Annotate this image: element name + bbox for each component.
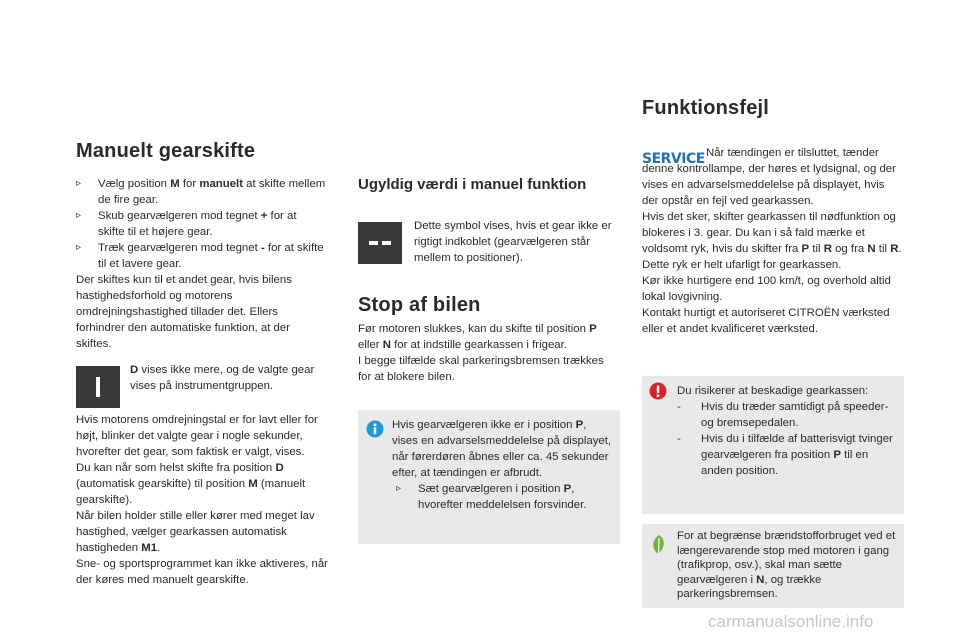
info-content bbox=[392, 417, 614, 513]
text: for bbox=[179, 178, 200, 190]
text: Sæt gearvælgeren i position bbox=[418, 483, 564, 495]
info-icon bbox=[366, 420, 384, 438]
text: Før motoren slukkes, kan du skifte til position bbox=[358, 323, 590, 335]
text: , og trække parkeringsbremsen. bbox=[677, 573, 822, 600]
text: For at begrænse brændstofforbruget ved et længerevarende stop med motoren i gang (trafikprop, osv.), skal man sætte gearvælgeren i bbox=[677, 530, 896, 586]
text: . bbox=[157, 542, 161, 554]
text: . Dette ryk er helt ufarligt for gearkassen. bbox=[642, 243, 902, 271]
text: Vælg position bbox=[98, 178, 171, 190]
paragraph bbox=[358, 321, 620, 353]
paragraph: Kør ikke hurtigere end 100 km/t, og overhold altid lokal lovgivning. bbox=[642, 275, 891, 303]
list-item bbox=[677, 431, 899, 479]
d-note bbox=[130, 362, 326, 394]
bullet-marker: ▹ bbox=[76, 242, 82, 253]
text: (manuelt gearskifte). bbox=[76, 478, 306, 506]
bullet-marker: ▹ bbox=[396, 483, 402, 494]
bullet-marker: ▹ bbox=[76, 178, 82, 189]
info-box bbox=[358, 410, 620, 544]
list-item bbox=[76, 176, 326, 208]
eco-text bbox=[677, 529, 899, 602]
dash-marker: - bbox=[677, 433, 681, 445]
paragraph: Når tændingen er tilsluttet, tænder denne kontrollampe, der høres et lydsignal, og der vises en advarselsmeddelelse på displayet, hvis der opstår en fejl ved gearkassen. bbox=[642, 147, 896, 207]
text: M bbox=[170, 178, 180, 190]
text: for at indstille gearkassen i frigear. bbox=[390, 339, 567, 351]
text: at skifte mellem de fire gear. bbox=[98, 178, 326, 206]
text: N bbox=[867, 243, 876, 255]
text: eller bbox=[358, 339, 383, 351]
text: N bbox=[756, 573, 765, 586]
text: D bbox=[130, 364, 139, 376]
text: D bbox=[275, 462, 284, 474]
paragraph: Du risikerer at beskadige gearkassen: bbox=[677, 385, 869, 397]
text: Træk gearvælgeren mod tegnet bbox=[98, 242, 261, 254]
text: , vises en advarselsmeddelelse på displayet, når førerdøren åbnes eller ca. 45 sekunder efter, at tændingen er afbrudt. bbox=[392, 419, 612, 479]
dash-marker: - bbox=[677, 401, 681, 413]
manual-notes bbox=[76, 412, 332, 588]
text: for at skifte til et højere gear. bbox=[98, 210, 297, 238]
text: Hvis det sker, skifter gearkassen til nødfunktion og blokeres i 3. gear. Du kan i så fald mærke et voldsomt ryk, hvis du skifter fra bbox=[642, 211, 896, 255]
paragraph bbox=[76, 460, 332, 508]
eco-box bbox=[642, 524, 904, 608]
text: R bbox=[823, 243, 832, 255]
section-title-invalid: Ugyldig værdi i manuel funktion bbox=[358, 176, 587, 193]
fault-text bbox=[642, 145, 904, 337]
stop-text bbox=[358, 321, 620, 385]
text: Du kan når som helst skifte fra position bbox=[76, 462, 276, 474]
warning-box bbox=[642, 376, 904, 514]
manual-bullets bbox=[76, 176, 326, 352]
text: N bbox=[382, 339, 391, 351]
leaf-icon bbox=[649, 534, 669, 556]
paragraph: Hvis motorens omdrejningstal er for lavt eller for højt, blinker det valgte gear i nogle sekunder, hvorefter det gear, som faktisk er valgt, vises. bbox=[76, 414, 318, 458]
text: P bbox=[833, 449, 841, 461]
text: til bbox=[875, 243, 891, 255]
paragraph bbox=[392, 417, 614, 481]
warning-content bbox=[677, 383, 899, 479]
section-title-manual: Manuelt gearskifte bbox=[76, 140, 256, 162]
text: vises ikke mere, og de valgte gear vises på instrumentgruppen. bbox=[130, 364, 315, 392]
list-item bbox=[392, 481, 614, 513]
text: og fra bbox=[831, 243, 868, 255]
text: P bbox=[563, 483, 572, 495]
text: + bbox=[260, 210, 268, 222]
paragraph bbox=[642, 209, 904, 273]
paragraph: Kontakt hurtigt et autoriseret CITROËN værksted eller et andet kvalificeret værksted. bbox=[642, 307, 890, 335]
gear-display-icon bbox=[76, 366, 120, 408]
section-title-fault: Funktionsfejl bbox=[642, 97, 770, 119]
text: manuelt bbox=[199, 178, 243, 190]
list-item bbox=[76, 240, 326, 272]
text: M bbox=[248, 478, 258, 490]
text: Når bilen holder stille eller kører med meget lav hastighed, vælger gearkassen automatisk hastigheden bbox=[76, 510, 315, 554]
text: for at skifte til et lavere gear. bbox=[98, 242, 324, 270]
paragraph: Sne- og sportsprogrammet kan ikke aktiveres, når der køres med manuelt gearskifte. bbox=[76, 558, 328, 586]
list-item bbox=[76, 208, 326, 240]
text: Hvis gearvælgeren ikke er i position bbox=[392, 419, 576, 431]
paragraph bbox=[76, 508, 332, 556]
text: , hvorefter meddelelsen forsvinder. bbox=[418, 483, 587, 511]
text: - bbox=[260, 242, 265, 254]
text: til bbox=[809, 243, 824, 255]
text: (automatisk gearskifte) til position bbox=[76, 478, 249, 490]
text: P bbox=[589, 323, 597, 335]
service-label: SERVICE bbox=[642, 151, 705, 167]
warning-icon bbox=[649, 382, 667, 400]
paragraph: Der skiftes kun til et andet gear, hvis bilens hastighedsforhold og motorens omdrejningshastighed tillader det. Ellers forhindrer den automatiske funktion, at der skiftes. bbox=[76, 274, 292, 350]
text: Hvis du træder samtidigt på speeder- og bremsepedalen. bbox=[701, 401, 889, 429]
text: Skub gearvælgeren mod tegnet bbox=[98, 210, 261, 222]
text: R bbox=[890, 243, 899, 255]
invalid-text: Dette symbol vises, hvis et gear ikke er rigtigt indkoblet (gearvælgeren står mellem to positioner). bbox=[414, 220, 612, 264]
text: P bbox=[575, 419, 584, 431]
paragraph: I begge tilfælde skal parkeringsbremsen trækkes for at blokere bilen. bbox=[358, 355, 604, 383]
text: Hvis du i tilfælde af batterisvigt tvinger gearvælgeren fra position bbox=[701, 433, 893, 461]
text: M1 bbox=[141, 542, 158, 554]
bullet-marker: ▹ bbox=[76, 210, 82, 221]
text: til en anden position. bbox=[701, 449, 869, 477]
section-title-stop: Stop af bilen bbox=[358, 294, 481, 316]
watermark: carmanualsonline.info bbox=[708, 612, 874, 631]
invalid-gear-icon bbox=[358, 222, 402, 264]
list-item bbox=[677, 399, 899, 431]
text: P bbox=[801, 243, 810, 255]
